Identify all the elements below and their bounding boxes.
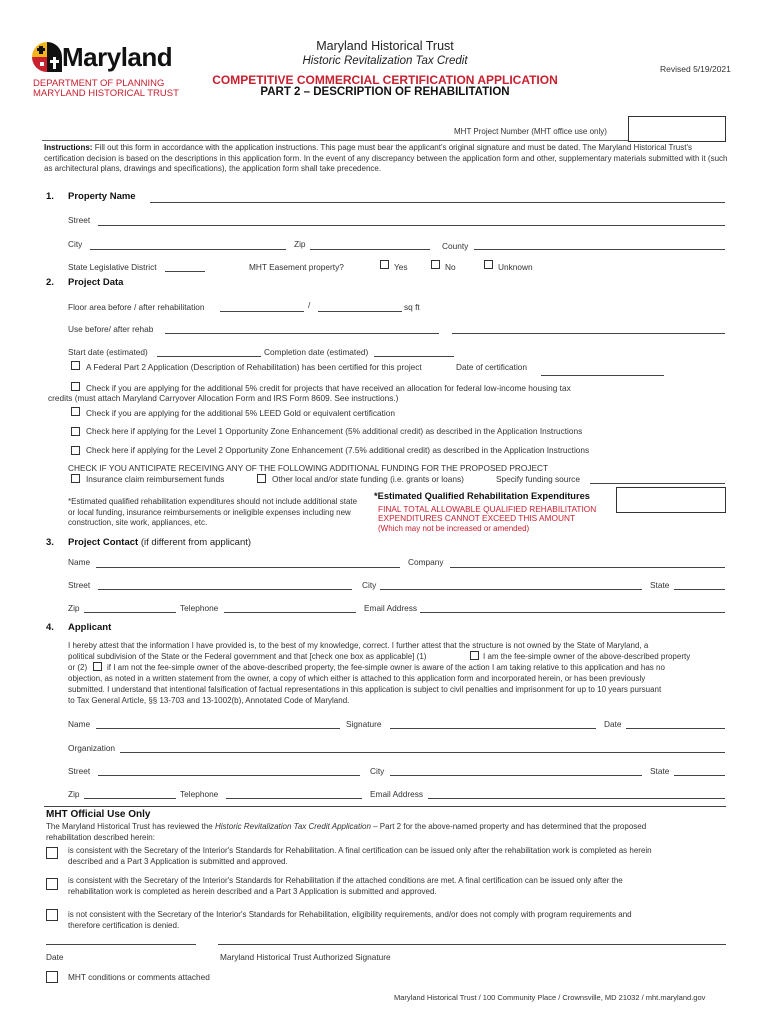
contact-zip-field[interactable] [84,612,176,613]
section-1-number: 1. [46,191,54,202]
contact-street-field[interactable] [98,589,352,590]
property-name-label: Property Name [68,191,136,202]
maryland-flag-icon [30,40,64,76]
official-title: MHT Official Use Only [46,809,151,820]
applicant-signature-label: Signature [346,719,382,729]
organization-field[interactable] [120,752,725,753]
floor-area-label: Floor area before / after rehabilitation [68,302,205,312]
easement-unknown-checkbox[interactable] [484,260,493,269]
contact-company-field[interactable] [450,567,725,568]
other-local-checkbox[interactable] [257,474,266,483]
date-certification-field[interactable] [541,375,664,376]
not-consistent-label-2: therefore certification is denied. [68,921,180,930]
contact-zip-label: Zip [68,603,80,613]
applicant-zip-field[interactable] [84,798,176,799]
mht-project-number-label: MHT Project Number (MHT office use only) [454,127,607,136]
applicant-name-label: Name [68,719,91,729]
low-income-label-2: credits (must attach Maryland Carryover Allocation Form and IRS Form 8609. See instructions.) [48,393,399,403]
program-title: Historic Revitalization Tax Credit [302,55,468,67]
official-intro-em: Historic Revitalization Tax Credit Application [214,822,371,831]
not-consistent-label-1: is not consistent with the Secretary of the Interior's Standards for Rehabilitation, eligibility requirements, and/or does not comply with program requirements and [68,910,632,919]
district-field[interactable] [165,271,205,272]
official-divider [44,806,726,807]
attestation-line-3a: or (2) [68,663,88,672]
consistent-label-1: is consistent with the Secretary of the Interior's Standards for Rehabilitation. A final certification can be issued only after the rehabilitation work is completed as herein [68,846,652,855]
logo-dept-line2: MARYLAND HISTORICAL TRUST [33,88,179,99]
leed-label: Check if you are applying for the additional 5% LEED Gold or equivalent certification [86,408,396,418]
conditional-label-2: rehabilitation work is completed as herein described and a Part 3 Application is submitted and approved. [68,887,437,896]
start-date-label: Start date (estimated) [68,347,148,357]
applicant-state-label: State [650,766,670,776]
insurance-checkbox[interactable] [71,474,80,483]
contact-company-label: Company [408,557,444,567]
property-name-field[interactable] [150,202,725,203]
easement-label: MHT Easement property? [249,262,344,272]
not-fee-simple-owner-checkbox[interactable] [93,662,102,671]
official-intro-b: – Part 2 for the above-named property and has determined that the proposed [370,822,647,831]
city-field[interactable] [90,249,286,250]
eqre-label: *Estimated Qualified Rehabilitation Expenditures [374,491,590,501]
instructions [44,143,728,175]
fee-simple-owner-checkbox[interactable] [470,651,479,660]
contact-state-field[interactable] [674,589,725,590]
specify-funding-field[interactable] [590,483,725,484]
official-intro-a: The Maryland Historical Trust has reviewed the [46,822,215,831]
specify-funding-label: Specify funding source [496,474,580,484]
applicant-date-field[interactable] [626,728,725,729]
attestation-line-2b: I am the fee-simple owner of the above-described property [483,652,691,661]
attestation-line-1: I hereby attest that the information I have provided is, to the best of my knowledge, correct. I further attest that the structure is not owned by the State of Maryland, a [68,641,649,650]
not-amended-note: (Which may not be increased or amended) [378,524,530,533]
top-rule [42,140,628,141]
date-certification-label: Date of certification [456,362,528,372]
official-intro [46,822,646,831]
contact-email-field[interactable] [420,612,725,613]
contact-state-label: State [650,580,670,590]
contact-name-label: Name [68,557,91,567]
use-before-field[interactable] [165,333,439,334]
official-date-field[interactable] [46,944,196,945]
contact-name-field[interactable] [96,567,400,568]
footer-address: Maryland Historical Trust / 100 Community Place / Crownsville, MD 21032 / mht.maryland.gov [394,993,706,1002]
county-field[interactable] [474,249,725,250]
low-income-label-1: Check if you are applying for the additional 5% credit for projects that have received an allocation for federal low-income housing tax [86,383,571,393]
contact-street-label: Street [68,580,91,590]
easement-no-checkbox[interactable] [431,260,440,269]
project-data-title: Project Data [68,277,124,288]
mht-project-number-field[interactable] [628,116,726,142]
contact-telephone-label: Telephone [180,603,219,613]
applicant-date-label: Date [604,719,622,729]
application-title: COMPETITIVE COMMERCIAL CERTIFICATION APPLICATION [212,73,558,87]
completion-date-label: Completion date (estimated) [264,347,369,357]
official-date-label: Date [46,952,64,962]
completion-date-field[interactable] [374,356,454,357]
other-local-label: Other local and/or state funding (i.e. grants or loans) [272,474,464,484]
oz-level1-checkbox[interactable] [71,427,80,436]
federal-part2-checkbox[interactable] [71,361,80,370]
start-date-field[interactable] [157,356,261,357]
part-title: PART 2 – DESCRIPTION OF REHABILITATION [260,86,510,98]
section-2-number: 2. [46,277,54,288]
logo-wordmark: Maryland [62,42,173,72]
section-4-number: 4. [46,622,54,633]
organization-label: Organization [68,743,116,753]
floor-area-before-field[interactable] [220,311,304,312]
contact-city-field[interactable] [380,589,642,590]
district-label: State Legislative District [68,262,157,272]
conditions-checkbox[interactable] [46,971,58,983]
official-signature-label: Maryland Historical Trust Authorized Signature [220,952,391,962]
applicant-street-field[interactable] [98,775,360,776]
attestation-line-4: objection, as noted in a written statement from the owner, a copy of which either is attached to this application form and incorporated herein, or has been previously [68,674,646,683]
org-title: Maryland Historical Trust [316,39,454,53]
section-3-number: 3. [46,537,54,548]
applicant-email-field[interactable] [428,798,725,799]
final-total-warning: FINAL TOTAL ALLOWABLE QUALIFIED REHABILITATION EXPENDITURES CANNOT EXCEED THIS AMOUNT [378,504,597,523]
floor-area-slash: / [308,300,311,310]
leed-checkbox[interactable] [71,407,80,416]
conditional-label-1: is consistent with the Secretary of the Interior's Standards for Rehabilitation if the attached conditions are met. A final certification can be issued only after the [68,876,623,885]
zip-field[interactable] [310,249,430,250]
easement-unknown-label: Unknown [498,262,533,272]
revised-date: Revised 5/19/2021 [660,64,731,74]
applicant-email-label: Email Address [370,789,424,799]
project-contact-label: Project Contact [68,537,139,548]
project-contact-title [68,537,251,548]
zip-label: Zip [294,239,306,249]
low-income-checkbox[interactable] [71,382,80,391]
applicant-city-field[interactable] [390,775,642,776]
city-label: City [68,239,83,249]
conditions-label: MHT conditions or comments attached [68,972,210,982]
conditional-checkbox[interactable] [46,878,58,890]
attestation-line-2a: political subdivision of the State or the Federal government and that [check one box as applicable] (1) [68,652,427,661]
project-contact-subtitle: (if different from applicant) [140,537,252,548]
applicant-title: Applicant [68,622,112,633]
federal-part2-label: A Federal Part 2 Application (Description of Rehabilitation) has been certified for this project [86,362,422,372]
funding-heading: CHECK IF YOU ANTICIPATE RECEIVING ANY OF THE FOLLOWING ADDITIONAL FUNDING FOR THE PROPOSED PROJECT [68,463,549,473]
attestation-line-3b: if I am not the fee-simple owner of the above-described property, the fee-simple owner is aware of the action I am taking relative to this application and has no [107,663,665,672]
oz-level2-checkbox[interactable] [71,446,80,455]
street-field[interactable] [98,225,725,226]
applicant-telephone-field[interactable] [226,798,362,799]
applicant-zip-label: Zip [68,789,80,799]
official-intro-2: rehabilitation described herein: [46,833,155,842]
insurance-label: Insurance claim reimbursement funds [86,474,225,484]
sqft-label: sq ft [404,302,420,312]
oz-level1-label: Check here if applying for the Level 1 Opportunity Zone Enhancement (5% additional credit) as described in the Application Instructions [86,426,583,436]
contact-email-label: Email Address [364,603,418,613]
easement-no-label: No [445,262,456,272]
oz-level2-label: Check here if applying for the Level 2 Opportunity Zone Enhancement (7.5% additional credit) as described in the Application Instructions [86,445,590,455]
applicant-signature-field[interactable] [390,728,596,729]
use-label: Use before/ after rehab [68,324,154,334]
contact-telephone-field[interactable] [224,612,356,613]
attestation-line-5: submitted. I understand that intentional falsification of factual representations in this application is subject to civil penalties and imprisonment for up to 10 years pursuant [68,685,662,694]
consistent-label-2: described and a Part 3 Application is submitted and approved. [68,857,288,866]
county-label: County [442,241,469,251]
floor-area-after-field[interactable] [318,311,402,312]
applicant-name-field[interactable] [96,728,340,729]
applicant-state-field[interactable] [674,775,725,776]
logo-dept-line1: DEPARTMENT OF PLANNING [33,78,165,89]
easement-yes-label: Yes [394,262,408,272]
contact-city-label: City [362,580,377,590]
attestation-line-6: to Tax General Article, §§ 13-703 and 13-1002(b), Annotated Code of Maryland. [68,696,350,705]
instructions-text: Fill out this form in accordance with the application instructions. This page must bear the applicant's original signature and must be dated. The Maryland Historical Trust's certification decision is based on the descriptions in this application form. In the event of any discrepancy between the application form and other, supplementary materials submitted with it (such as architectural plans, drawings and specifications), the application form shall take precedence. [44,143,728,174]
street-label: Street [68,215,91,225]
official-signature-field[interactable] [218,944,726,945]
easement-yes-checkbox[interactable] [380,260,389,269]
use-after-field[interactable] [452,333,725,334]
not-consistent-checkbox[interactable] [46,909,58,921]
applicant-city-label: City [370,766,385,776]
applicant-street-label: Street [68,766,91,776]
consistent-checkbox[interactable] [46,847,58,859]
applicant-telephone-label: Telephone [180,789,219,799]
instructions-label: Instructions: [44,143,93,152]
eqre-note: *Estimated qualified rehabilitation expenditures should not include additional state or local funding, insurance reimbursements or ineligible expenses including new construction, site work, appliances, etc. [68,497,358,528]
